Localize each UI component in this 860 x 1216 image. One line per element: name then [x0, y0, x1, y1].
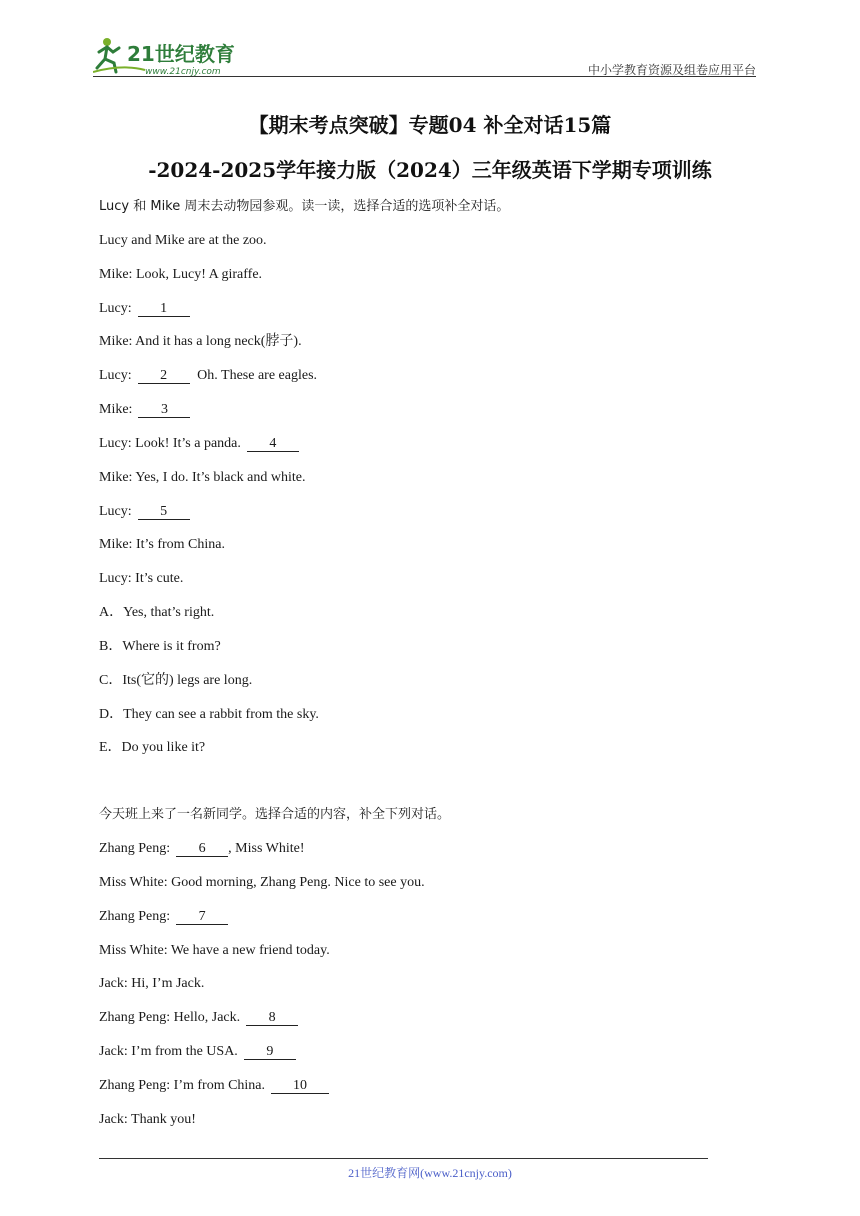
- dialogue-line: Lucy: It’s cute.: [99, 571, 184, 586]
- answer-blank-6[interactable]: 6: [176, 841, 228, 857]
- dialogue-line: [99, 840, 305, 858]
- answer-blank-2[interactable]: 2: [138, 368, 190, 384]
- doc-title-line-2: -2024-2025学年接力版（2024）三年级英语下学期专项训练: [148, 158, 712, 182]
- speaker: Lucy:: [99, 301, 132, 316]
- dialogue-line: Mike: And it has a long neck(脖子).: [99, 334, 302, 349]
- speaker: Zhang Peng: I’m from China.: [99, 1078, 266, 1093]
- dialogue-line: [99, 1077, 329, 1095]
- speaker: Zhang Peng:: [99, 841, 171, 856]
- option-c: C．Its(它的) legs are long.: [99, 673, 253, 688]
- speaker: Zhang Peng:: [99, 909, 171, 924]
- dialogue-line: Lucy and Mike are at the zoo.: [99, 233, 267, 248]
- option-a: A．Yes, that’s right.: [99, 605, 215, 620]
- dialogue-line: [99, 1043, 296, 1061]
- answer-blank-1[interactable]: 1: [138, 301, 190, 317]
- option-b: B．Where is it from?: [99, 639, 221, 654]
- dialogue-line: [99, 300, 190, 318]
- dialogue-line: [99, 1009, 298, 1027]
- speaker: Jack: I’m from the USA.: [99, 1044, 238, 1059]
- answer-blank-9[interactable]: 9: [244, 1044, 296, 1060]
- section2-intro: 今天班上来了一名新同学。选择合适的内容，补全下列对话。: [99, 807, 451, 822]
- answer-blank-7[interactable]: 7: [176, 909, 228, 925]
- section1-intro: Lucy 和 Mike 周末去动物园参观。读一读，选择合适的选项补全对话。: [99, 199, 510, 214]
- dialogue-line: [99, 367, 317, 385]
- speaker: Lucy:: [99, 504, 132, 519]
- dialogue-line: [99, 908, 228, 926]
- 21cnjy-logo: [93, 34, 263, 78]
- header-divider: [93, 76, 756, 77]
- dialogue-line: [99, 503, 190, 521]
- answer-blank-4[interactable]: 4: [247, 436, 299, 452]
- dialogue-line: [99, 401, 190, 419]
- answer-blank-10[interactable]: 10: [271, 1078, 329, 1094]
- footer-divider: [99, 1158, 708, 1159]
- line-text: , Miss White!: [228, 841, 305, 856]
- dialogue-line: Miss White: Good morning, Zhang Peng. Nice to see you.: [99, 875, 425, 890]
- logo-text: 21世纪教育: [127, 42, 235, 66]
- speaker: Lucy: Look! It’s a panda.: [99, 436, 241, 451]
- page-header: [93, 34, 756, 80]
- line-text: Oh. These are eagles.: [197, 368, 318, 383]
- option-d: D．They can see a rabbit from the sky.: [99, 707, 319, 722]
- dialogue-line: Miss White: We have a new friend today.: [99, 943, 330, 958]
- dialogue-line: Mike: Yes, I do. It’s black and white.: [99, 470, 306, 485]
- speaker: Mike:: [99, 402, 133, 417]
- speaker: Zhang Peng: Hello, Jack.: [99, 1010, 241, 1025]
- speaker: Lucy:: [99, 368, 132, 383]
- dialogue-line: [99, 435, 299, 453]
- answer-blank-8[interactable]: 8: [246, 1010, 298, 1026]
- logo-url: www.21cnjy.com: [145, 67, 221, 77]
- dialogue-line: Mike: Look, Lucy! A giraffe.: [99, 267, 263, 282]
- answer-blank-3[interactable]: 3: [138, 402, 190, 418]
- dialogue-line: Jack: Hi, I’m Jack.: [99, 976, 205, 991]
- doc-title-line-1: 【期末考点突破】专题04 补全对话15篇: [248, 113, 612, 137]
- option-e: E．Do you like it?: [99, 740, 206, 755]
- page-footer: 21世纪教育网(www.21cnjy.com): [348, 1166, 512, 1180]
- dialogue-line: Jack: Thank you!: [99, 1112, 196, 1127]
- dialogue-line: Mike: It’s from China.: [99, 537, 225, 552]
- site-name: 中小学教育资源及组卷应用平台: [587, 63, 756, 77]
- answer-blank-5[interactable]: 5: [138, 504, 190, 520]
